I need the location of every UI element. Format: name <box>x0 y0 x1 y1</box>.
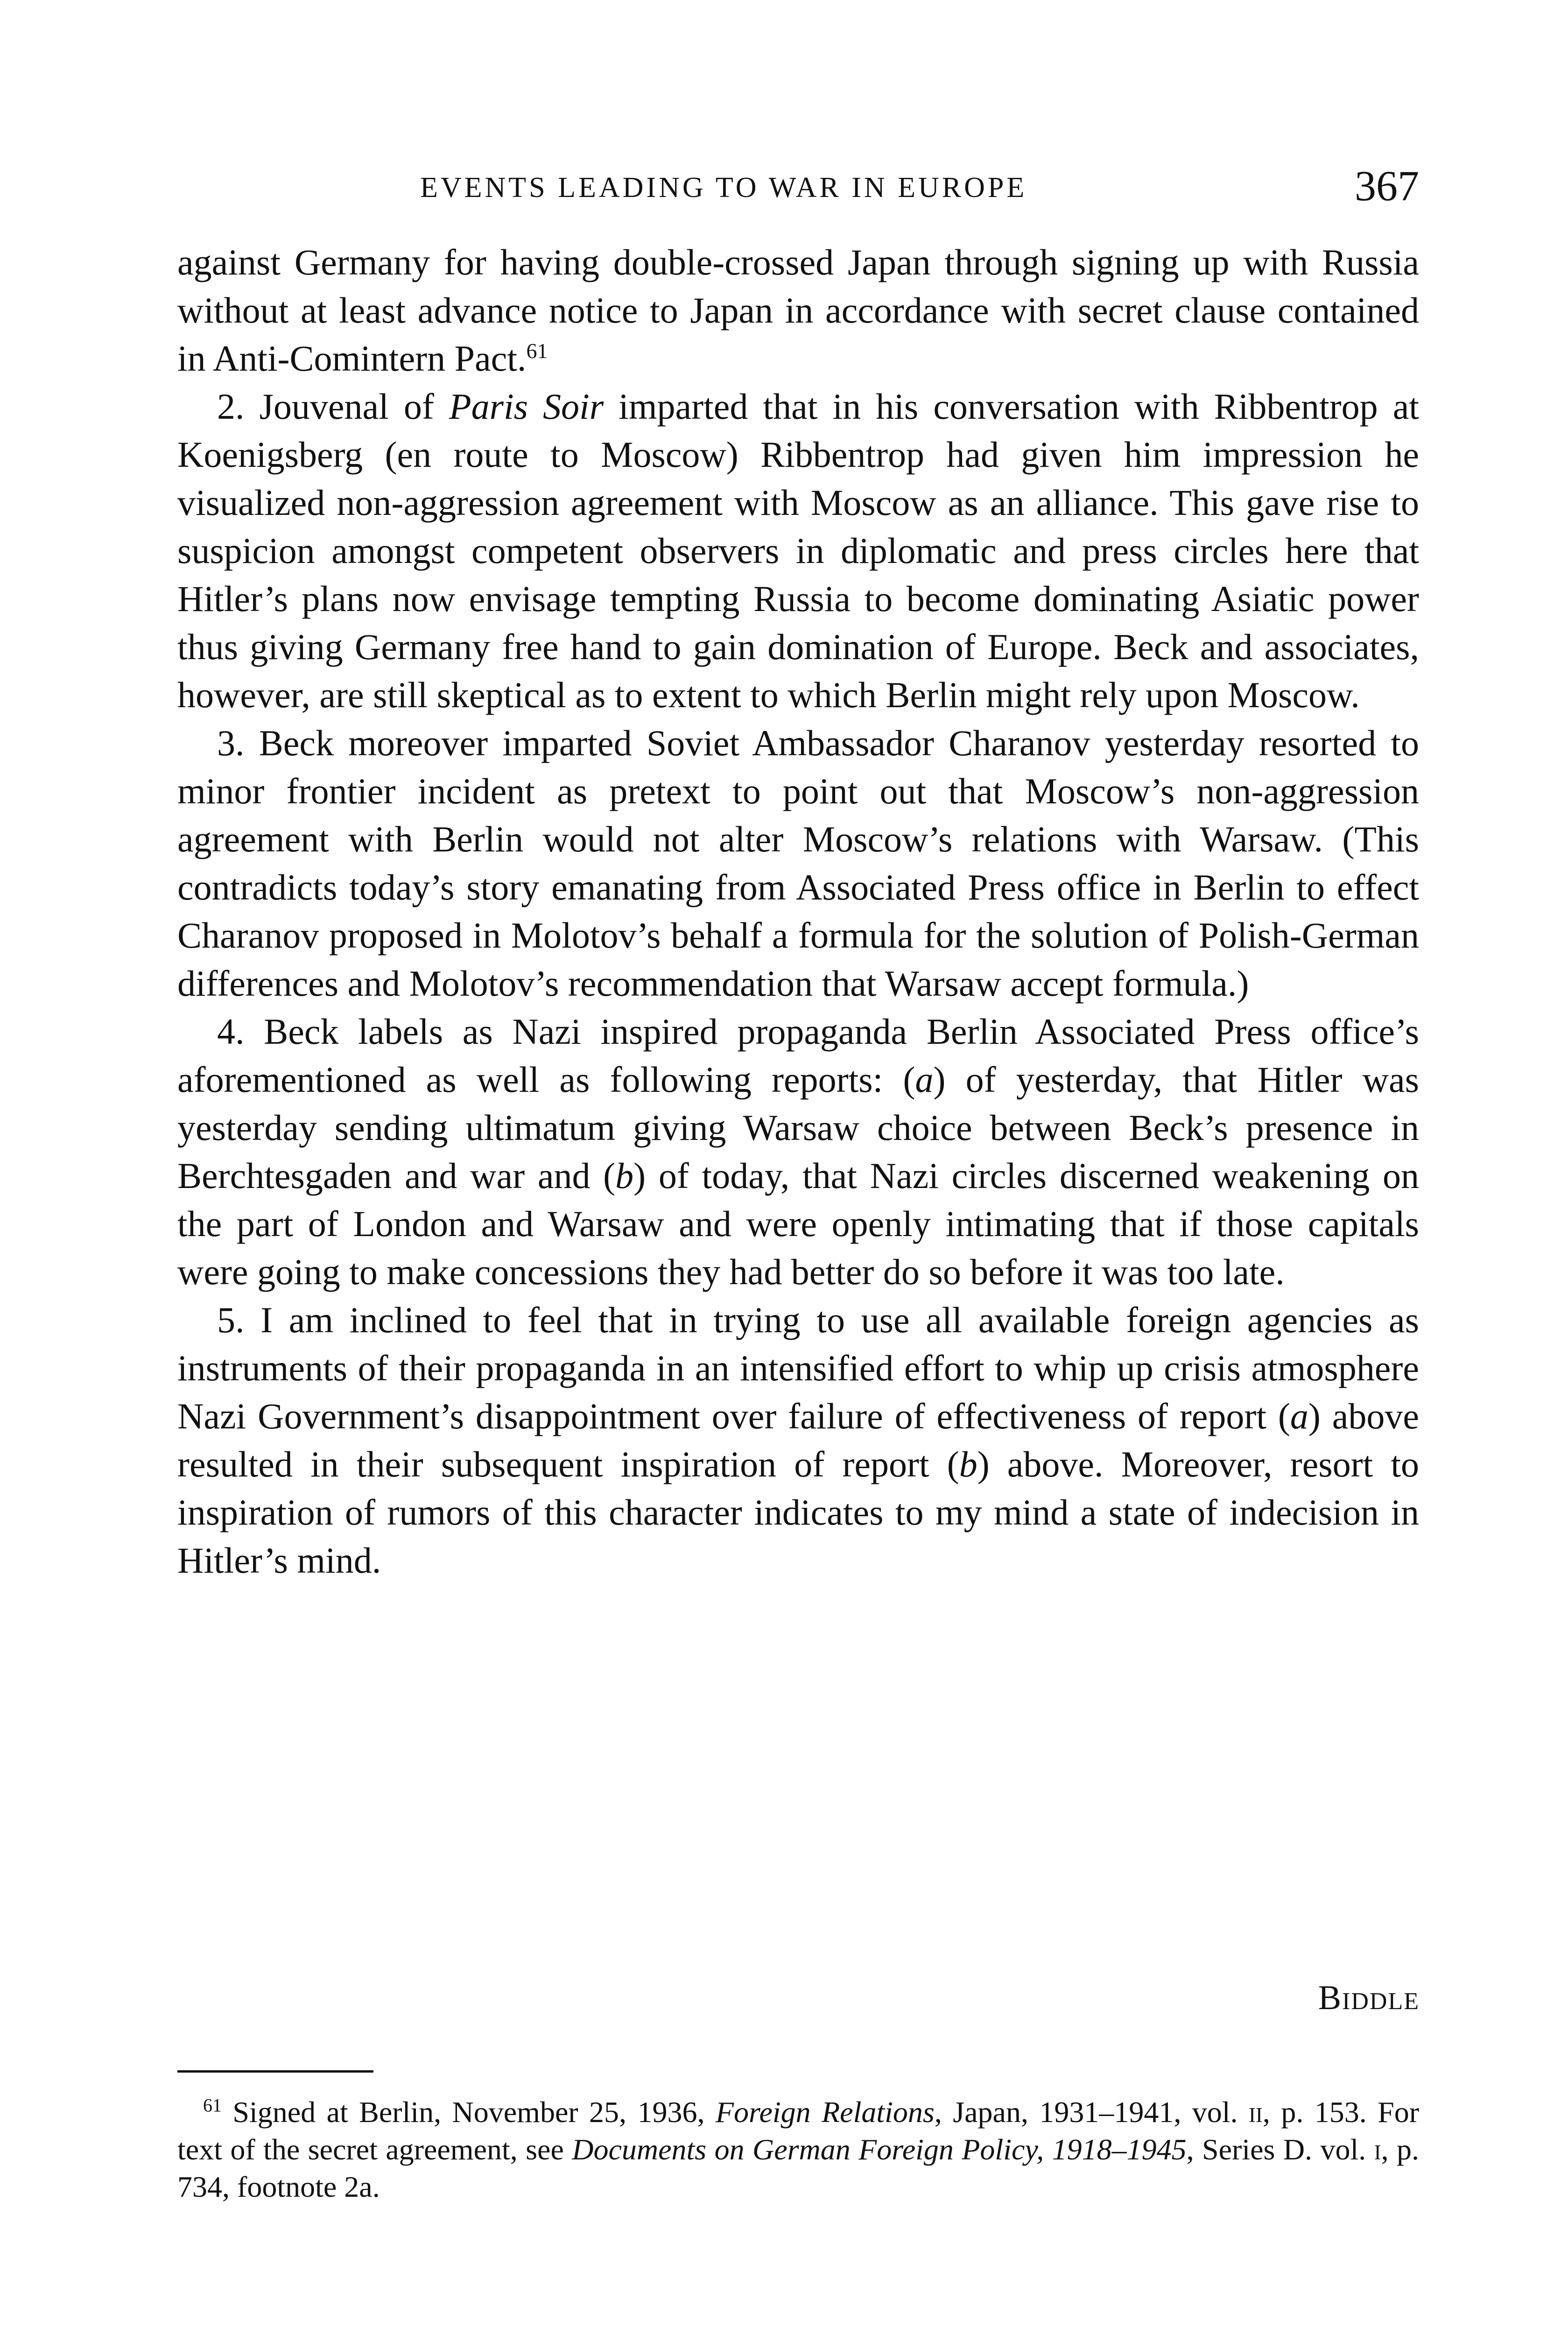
footnote <box>177 2094 1419 2206</box>
paragraph-1-text: against Germany for having double-crossed Japan through signing up with Russia without at least advance notice to Japan in accordance with secret clause contained in Anti-Comintern Pact. <box>177 242 1419 379</box>
paragraph-2-text-start: 2. Jouvenal of <box>217 386 449 427</box>
body-text <box>177 238 1419 1584</box>
footnote-61 <box>177 2094 1419 2206</box>
footnote-mark: 61 <box>203 2095 222 2116</box>
report-label-a: a <box>915 1059 934 1100</box>
footnote-text-3: , p. 153. For text of the secret agreement, see <box>177 2095 1420 2166</box>
paragraph-5-text-1: 5. I am inclined to feel that in trying to use all available foreign agencies as instruments of their propaganda in an intensified effort to whip up crisis atmosphere Nazi Government’s disappointment over failure of effectiveness of report ( <box>177 1300 1419 1436</box>
paragraph-2 <box>177 382 1419 719</box>
page-header <box>177 161 1419 217</box>
footnote-divider <box>177 2070 373 2073</box>
report-label-a: a <box>1290 1396 1308 1436</box>
running-head: EVENTS LEADING TO WAR IN EUROPE <box>420 172 1027 204</box>
footnote-title-documents: Documents on German Foreign Policy, 1918–1945 <box>572 2133 1187 2166</box>
footnote-text-2: , Japan, 1931–1941, vol. <box>934 2095 1249 2129</box>
footnote-text-5: , p. 734, footnote 2a. <box>177 2133 1419 2203</box>
paragraph-4-text-3: ) of today, that Nazi circles discerned weakening on the part of London and Warsaw and were openly intimating that if those capitals were going to make concessions they had better do so before it was too late. <box>177 1155 1419 1292</box>
paragraph-4-text-1: 4. Beck labels as Nazi inspired propaganda Berlin Associated Press office’s aforementioned as well as following reports: ( <box>177 1011 1419 1100</box>
paragraph-5-text-2: ) above resulted in their subsequent inspiration of report ( <box>177 1396 1419 1484</box>
paragraph-2-text-end: imparted that in his conversation with Ribbentrop at Koenigsberg (en route to Moscow) Ribbentrop had given him impression he visualized non-aggression agreement with Moscow as an alliance. This gave rise to suspicion amongst competent observers in diplomatic and press circles here that Hitler’s plans now envisage tempting Russia to become dominating Asiatic power thus giving Germany free hand to gain domination of Europe. Beck and associates, however, are still skeptical as to extent to which Berlin might rely upon Moscow. <box>177 386 1419 715</box>
report-label-b: b <box>959 1444 977 1484</box>
footnote-title-foreign-relations: Foreign Relations <box>715 2095 935 2129</box>
footnote-text-4: , Series D. vol. <box>1186 2133 1374 2166</box>
footnote-text-1: Signed at Berlin, November 25, 1936, <box>222 2095 716 2129</box>
paragraph-3-text: 3. Beck moreover imparted Soviet Ambassador Charanov yesterday resorted to minor frontier incident as pretext to point out that Moscow’s non-aggression agreement with Berlin would not alter Moscow’s relations with Warsaw. (This contradicts today’s story emanating from Associated Press office in Berlin to effect Charanov proposed in Molotov’s behalf a formula for the solution of Polish-German differences and Molotov’s recommendation that Warsaw accept formula.) <box>177 723 1419 1004</box>
report-label-b: b <box>615 1155 634 1196</box>
footnote-reference: 61 <box>526 339 548 363</box>
page-number: 367 <box>1355 162 1419 210</box>
newspaper-title: Paris Soir <box>449 386 604 427</box>
volume-number: ii <box>1248 2095 1263 2129</box>
paragraph-4-text-2: ) of yesterday, that Hitler was yesterday sending ultimatum giving Warsaw choice between Beck’s presence in Berchtesgaden and war and ( <box>177 1059 1419 1196</box>
paragraph-5 <box>177 1296 1419 1584</box>
paragraph-4 <box>177 1007 1419 1296</box>
paragraph-1 <box>177 238 1419 382</box>
paragraph-5-text-3: ) above. Moreover, resort to inspiration of rumors of this character indicates to my mind a state of indecision in Hitler’s mind. <box>177 1444 1419 1581</box>
volume-number: i <box>1374 2133 1381 2166</box>
signature: Biddle <box>1318 1979 1420 2017</box>
paragraph-3 <box>177 719 1419 1007</box>
